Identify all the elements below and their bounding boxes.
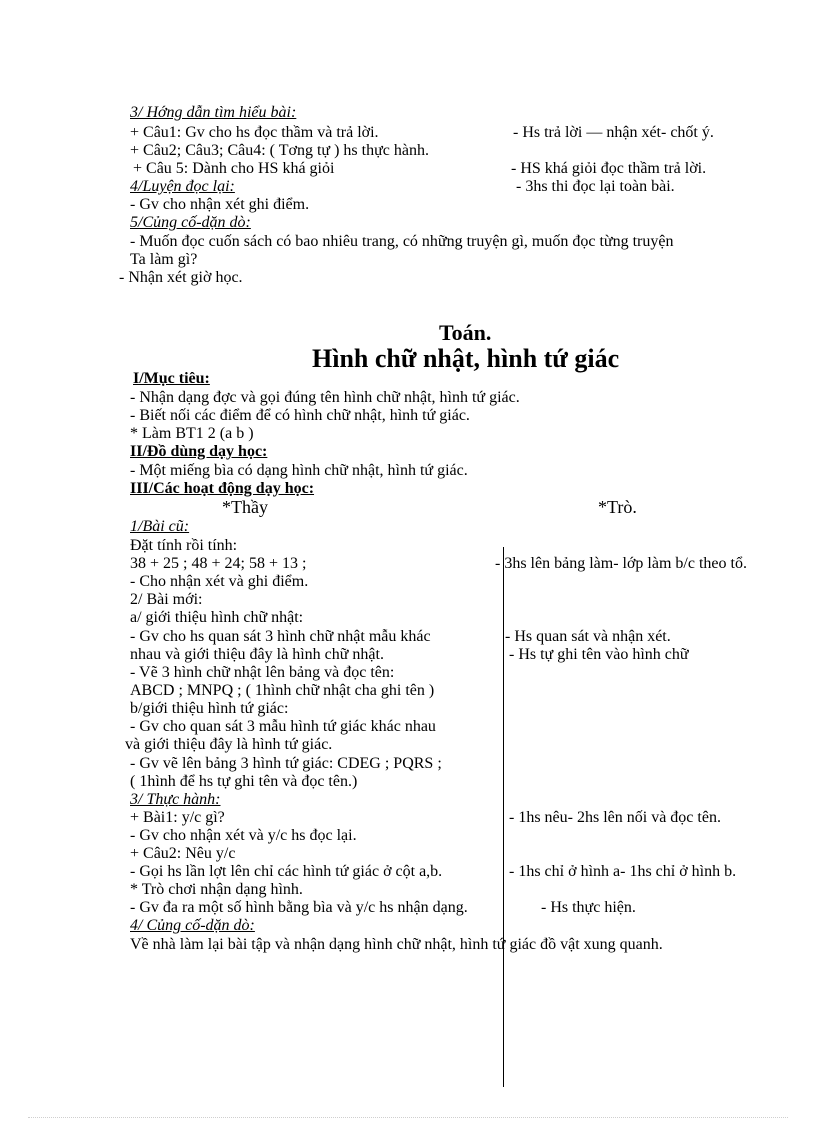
text-line: - Hs tự ghi tên vào hình chữ — [509, 646, 689, 663]
text-line: ABCD ; MNPQ ; ( 1hình chữ nhật cha ghi tên ) — [130, 682, 435, 699]
text-line: Ta làm gì? — [130, 251, 198, 268]
section-heading-old-lesson: 1/Bài cũ: — [130, 518, 190, 535]
text-line: * Trò chơi nhận dạng hình. — [130, 881, 303, 898]
text-line: - Gv đa ra một số hình bằng bìa và y/c hs nhận dạng. — [130, 899, 468, 916]
text-line: b/giới thiệu hình tứ giác: — [130, 700, 289, 717]
text-line: - Hs trả lời — nhận xét- chốt ý. — [513, 124, 714, 141]
section-heading-review: 5/Củng cố-dặn dò: — [130, 214, 251, 231]
text-line: a/ giới thiệu hình chữ nhật: — [130, 609, 304, 626]
text-line: - 1hs nêu- 2hs lên nối và đọc tên. — [509, 809, 721, 826]
text-line: - Nhận dạng đợc và gọi đúng tên hình chữ nhật, hình tứ giác. — [130, 389, 520, 406]
text-line: 38 + 25 ; 48 + 24; 58 + 13 ; — [130, 555, 307, 572]
section-heading-goals: I/Mục tiêu: — [133, 370, 210, 387]
section-heading-tools: II/Đồ dùng dạy học: — [130, 443, 268, 460]
text-line: - Gv cho nhận xét và y/c hs đọc lại. — [130, 827, 357, 844]
text-line: - Cho nhận xét và ghi điểm. — [130, 573, 309, 590]
lesson-title: Hình chữ nhật, hình tứ giác — [312, 344, 620, 373]
text-line: và giới thiệu đây là hình tứ giác. — [125, 736, 333, 753]
text-line: - 3hs thi đọc lại toàn bài. — [516, 178, 675, 195]
text-line: ( 1hình để hs tự ghi tên và đọc tên.) — [130, 773, 358, 790]
text-line: - Gọi hs lần lợt lên chỉ các hình tứ giác ở cột a,b. — [130, 863, 443, 880]
text-line: 2/ Bài mới: — [130, 591, 203, 608]
text-line: + Câu 5: Dành cho HS khá giỏi — [133, 160, 335, 177]
text-line: - HS khá giỏi đọc thầm trả lời. — [511, 160, 707, 177]
text-line: - Nhận xét giờ học. — [119, 269, 243, 286]
column-divider — [503, 547, 504, 1087]
text-line: + Câu2; Câu3; Câu4: ( Tơng tự ) hs thực hành. — [130, 142, 429, 159]
text-line: - Muốn đọc cuốn sách có bao nhiêu trang, có những truyện gì, muốn đọc từng truyện — [130, 233, 674, 250]
text-line: nhau và giới thiệu đây là hình chữ nhật. — [130, 646, 384, 663]
text-line: + Câu1: Gv cho hs đọc thầm và trả lời. — [130, 124, 379, 141]
text-line: + Bài1: y/c gì? — [130, 809, 225, 826]
text-line: - Một miếng bìa có dạng hình chữ nhật, hình tứ giác. — [130, 462, 468, 479]
text-line: - 1hs chỉ ở hình a- 1hs chỉ ở hình b. — [509, 863, 737, 880]
section-heading-guide: 3/ Hớng dẫn tìm hiểu bài: — [130, 104, 297, 121]
section-heading-activities: III/Các hoạt động dạy học: — [130, 480, 315, 497]
subject-title: Toán. — [439, 320, 492, 345]
section-heading-reread: 4/Luyện đọc lại: — [130, 178, 235, 195]
text-line: - Hs thực hiện. — [541, 899, 636, 916]
text-line: * Làm BT1 2 (a b ) — [130, 425, 254, 442]
section-heading-practice: 3/ Thực hành: — [130, 791, 221, 808]
text-line: Về nhà làm lại bài tập và nhận dạng hình chữ nhật, hình tứ giác đồ vật xung quanh. — [130, 936, 663, 953]
text-line: - Gv vẽ lên bảng 3 hình tứ giác: CDEG ; PQRS ; — [130, 755, 442, 772]
text-line: - Gv cho nhận xét ghi điểm. — [130, 196, 310, 213]
column-header-teacher: *Thầy — [222, 497, 268, 517]
column-header-student: *Trò. — [598, 497, 637, 517]
text-line: - 3hs lên bảng làm- lớp làm b/c theo tổ. — [495, 555, 747, 572]
text-line: - Biết nối các điểm để có hình chữ nhật, hình tứ giác. — [130, 407, 470, 424]
text-line: - Gv cho quan sát 3 mẫu hình tứ giác khác nhau — [130, 718, 436, 735]
page-bottom-dotted-line — [28, 1117, 788, 1118]
text-line: - Vẽ 3 hình chữ nhật lên bảng và đọc tên: — [130, 664, 395, 681]
text-line: + Câu2: Nêu y/c — [130, 845, 236, 862]
text-line: - Gv cho hs quan sát 3 hình chữ nhật mẫu khác — [130, 628, 431, 645]
text-line: Đặt tính rồi tính: — [130, 537, 238, 554]
section-heading-wrapup: 4/ Củng cố-dặn dò: — [130, 917, 255, 934]
text-line: - Hs quan sát và nhận xét. — [505, 628, 671, 645]
